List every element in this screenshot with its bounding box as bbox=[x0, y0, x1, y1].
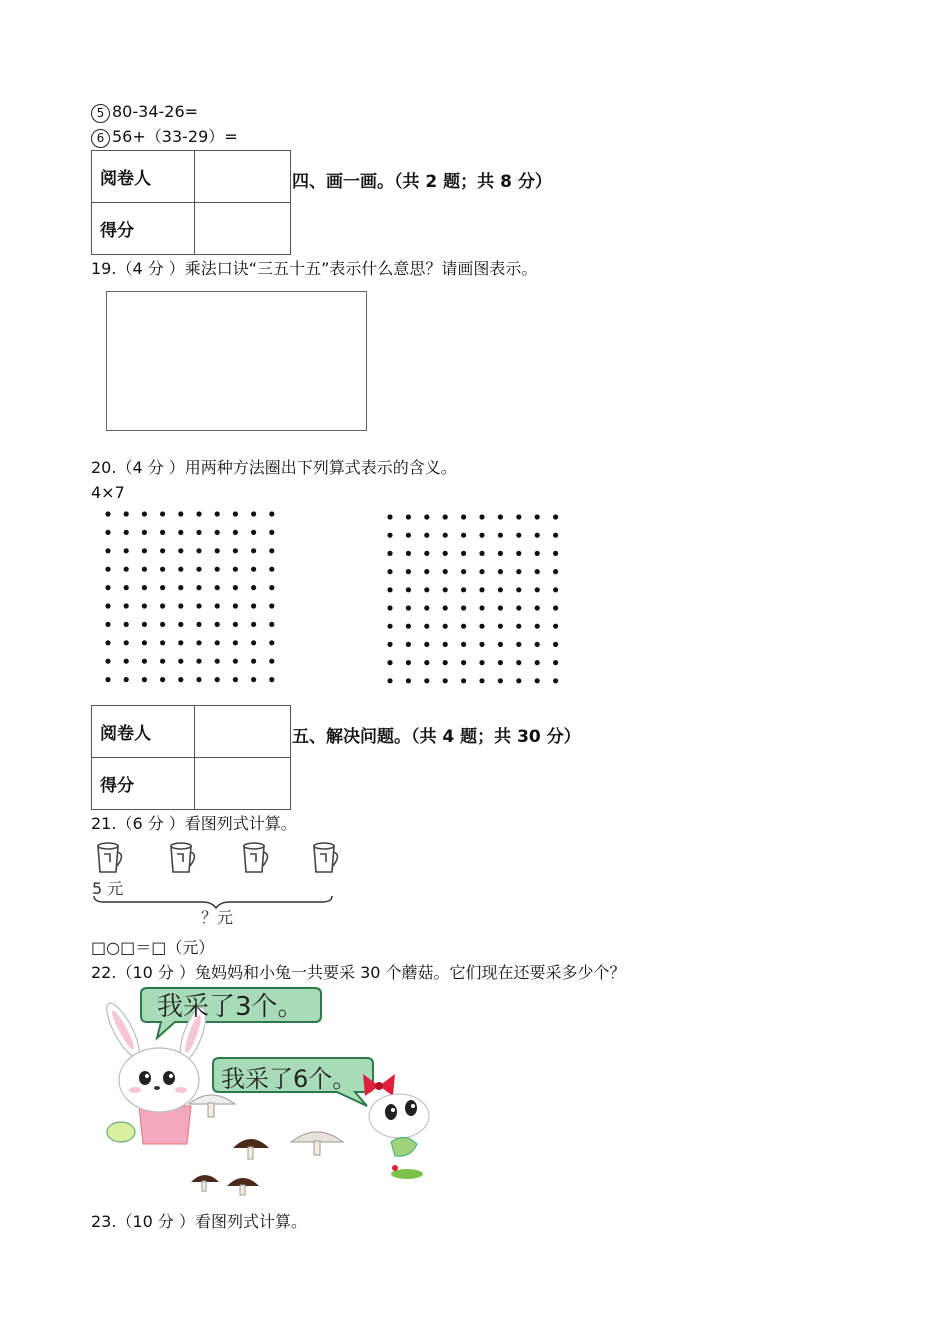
dot bbox=[124, 567, 129, 572]
dot bbox=[269, 548, 274, 553]
dot bbox=[498, 624, 503, 629]
dot bbox=[387, 660, 392, 665]
dot bbox=[269, 530, 274, 535]
dot bbox=[553, 678, 558, 683]
dot bbox=[251, 548, 256, 553]
dot bbox=[387, 514, 392, 519]
dot bbox=[516, 569, 521, 574]
dot bbox=[251, 511, 256, 516]
score-label: 得分 bbox=[92, 758, 195, 810]
total-label: ？元 bbox=[201, 908, 234, 927]
dot bbox=[479, 514, 484, 519]
dot bbox=[233, 585, 238, 590]
dot bbox=[233, 659, 238, 664]
dot bbox=[142, 567, 147, 572]
dot bbox=[535, 551, 540, 556]
dot bbox=[105, 511, 110, 516]
dot bbox=[196, 622, 201, 627]
item-6-expression: 56+（33-29）= bbox=[112, 127, 238, 146]
dot bbox=[535, 642, 540, 647]
dot bbox=[105, 567, 110, 572]
dot bbox=[535, 569, 540, 574]
dot bbox=[124, 622, 129, 627]
dot bbox=[443, 587, 448, 592]
dot bbox=[160, 640, 165, 645]
dot bbox=[553, 569, 558, 574]
dot bbox=[553, 514, 558, 519]
dot bbox=[251, 603, 256, 608]
dot bbox=[479, 678, 484, 683]
dot bbox=[124, 603, 129, 608]
mushroom-icon bbox=[291, 1132, 343, 1155]
dot bbox=[498, 569, 503, 574]
dot bbox=[443, 533, 448, 538]
expression-4x7: 4×7 bbox=[91, 483, 125, 502]
dot bbox=[424, 660, 429, 665]
dot bbox=[105, 603, 110, 608]
dot bbox=[233, 622, 238, 627]
dot bbox=[516, 660, 521, 665]
dot bbox=[461, 551, 466, 556]
question-20: 20.（4 分 ）用两种方法圈出下列算式表示的含义。 bbox=[91, 458, 457, 477]
dot bbox=[461, 678, 466, 683]
cup-icon bbox=[98, 843, 122, 872]
dot bbox=[251, 659, 256, 664]
dot bbox=[424, 533, 429, 538]
dot bbox=[424, 605, 429, 610]
dot bbox=[516, 605, 521, 610]
dot bbox=[196, 677, 201, 682]
reviewer-field[interactable] bbox=[195, 706, 291, 758]
little-rabbit-icon bbox=[363, 1074, 429, 1179]
dot bbox=[461, 660, 466, 665]
dot bbox=[178, 567, 183, 572]
dot bbox=[424, 678, 429, 683]
dot bbox=[479, 624, 484, 629]
dot bbox=[535, 587, 540, 592]
dot bbox=[105, 659, 110, 664]
dot bbox=[178, 640, 183, 645]
dot bbox=[269, 585, 274, 590]
dot bbox=[160, 622, 165, 627]
dot bbox=[387, 642, 392, 647]
dot bbox=[443, 605, 448, 610]
dot bbox=[142, 548, 147, 553]
dot bbox=[461, 624, 466, 629]
dot bbox=[553, 605, 558, 610]
dot bbox=[387, 533, 392, 538]
dot bbox=[142, 677, 147, 682]
cup-icon bbox=[314, 843, 338, 872]
dot bbox=[160, 677, 165, 682]
dot bbox=[535, 678, 540, 683]
dot bbox=[124, 530, 129, 535]
dot bbox=[142, 530, 147, 535]
dot bbox=[160, 548, 165, 553]
circled-number-5: 5 bbox=[91, 104, 110, 123]
dot bbox=[196, 548, 201, 553]
dot bbox=[479, 642, 484, 647]
item-5 bbox=[91, 102, 198, 123]
dot bbox=[105, 530, 110, 535]
dot bbox=[124, 659, 129, 664]
dot bbox=[406, 569, 411, 574]
dot bbox=[461, 533, 466, 538]
dot bbox=[479, 660, 484, 665]
dot bbox=[233, 530, 238, 535]
dot bbox=[498, 605, 503, 610]
dot bbox=[178, 548, 183, 553]
dot bbox=[406, 551, 411, 556]
dot bbox=[553, 660, 558, 665]
dot bbox=[406, 624, 411, 629]
dot bbox=[516, 678, 521, 683]
dot bbox=[479, 533, 484, 538]
dot bbox=[215, 603, 220, 608]
dot bbox=[160, 603, 165, 608]
dot bbox=[443, 551, 448, 556]
dot bbox=[553, 551, 558, 556]
dot bbox=[387, 569, 392, 574]
dot bbox=[196, 659, 201, 664]
section4-heading: 四、画一画。（共 2 题；共 8 分） bbox=[292, 172, 552, 192]
dot bbox=[553, 533, 558, 538]
question-23: 23.（10 分 ）看图列式计算。 bbox=[91, 1212, 307, 1231]
dot bbox=[516, 642, 521, 647]
dot bbox=[461, 587, 466, 592]
score-field[interactable] bbox=[195, 758, 291, 810]
dot bbox=[215, 511, 220, 516]
dot bbox=[142, 659, 147, 664]
dot bbox=[196, 530, 201, 535]
dot bbox=[269, 677, 274, 682]
dot bbox=[516, 533, 521, 538]
dot bbox=[461, 642, 466, 647]
dot bbox=[233, 511, 238, 516]
dot bbox=[461, 569, 466, 574]
dot bbox=[233, 548, 238, 553]
dot bbox=[251, 530, 256, 535]
mushroom-icon bbox=[189, 1095, 235, 1117]
dot bbox=[387, 678, 392, 683]
dot bbox=[535, 605, 540, 610]
dot bbox=[406, 587, 411, 592]
dot bbox=[215, 659, 220, 664]
dot bbox=[461, 514, 466, 519]
dot bbox=[251, 567, 256, 572]
dot bbox=[105, 640, 110, 645]
dot bbox=[196, 603, 201, 608]
dot bbox=[406, 514, 411, 519]
dot bbox=[215, 567, 220, 572]
price-label: 5 元 bbox=[92, 879, 124, 898]
dot bbox=[406, 678, 411, 683]
item-6 bbox=[91, 127, 238, 148]
dot bbox=[269, 567, 274, 572]
bubble1-text: 我采了3个。 bbox=[157, 992, 304, 1022]
dot bbox=[269, 622, 274, 627]
dot bbox=[269, 640, 274, 645]
dot bbox=[160, 511, 165, 516]
dot bbox=[142, 640, 147, 645]
dot-grid-right bbox=[380, 510, 565, 690]
dot bbox=[105, 622, 110, 627]
grader-table-section5 bbox=[91, 705, 291, 810]
mushroom-icon bbox=[227, 1178, 259, 1195]
drawing-box[interactable] bbox=[106, 291, 367, 431]
dot bbox=[142, 511, 147, 516]
bubble2-text: 我采了6个。 bbox=[221, 1065, 357, 1093]
dot bbox=[215, 548, 220, 553]
dot bbox=[535, 624, 540, 629]
dot bbox=[142, 622, 147, 627]
answer-template: □○□＝□（元） bbox=[91, 938, 215, 957]
dot bbox=[553, 587, 558, 592]
section5-heading: 五、解决问题。（共 4 题；共 30 分） bbox=[292, 727, 581, 747]
dot bbox=[498, 678, 503, 683]
dot bbox=[553, 642, 558, 647]
dot bbox=[535, 533, 540, 538]
dot bbox=[443, 569, 448, 574]
dot bbox=[160, 567, 165, 572]
dot bbox=[233, 677, 238, 682]
dot bbox=[124, 585, 129, 590]
dot bbox=[105, 585, 110, 590]
dot bbox=[178, 659, 183, 664]
dot bbox=[196, 585, 201, 590]
dot bbox=[124, 640, 129, 645]
dot bbox=[233, 603, 238, 608]
dot bbox=[406, 533, 411, 538]
dot bbox=[535, 514, 540, 519]
dot bbox=[516, 551, 521, 556]
dot bbox=[124, 677, 129, 682]
dot bbox=[269, 603, 274, 608]
item-5-expression: 80-34-26= bbox=[112, 102, 199, 121]
dot bbox=[251, 677, 256, 682]
dot bbox=[479, 605, 484, 610]
dot bbox=[233, 567, 238, 572]
dot bbox=[105, 548, 110, 553]
question-19: 19.（4 分 ）乘法口诀“三五十五”表示什么意思？请画图表示。 bbox=[91, 259, 538, 278]
dot bbox=[269, 659, 274, 664]
dot bbox=[178, 603, 183, 608]
question-22: 22.（10 分 ）兔妈妈和小兔一共要采 30 个蘑菇。它们现在还要采多少个？ bbox=[91, 963, 626, 982]
dot bbox=[215, 640, 220, 645]
dot bbox=[124, 548, 129, 553]
dot bbox=[498, 587, 503, 592]
dot bbox=[424, 587, 429, 592]
dot bbox=[516, 514, 521, 519]
dot bbox=[479, 551, 484, 556]
dot bbox=[387, 551, 392, 556]
cup-icon bbox=[171, 843, 195, 872]
dot bbox=[443, 624, 448, 629]
dot bbox=[498, 514, 503, 519]
dot bbox=[387, 624, 392, 629]
dot bbox=[196, 567, 201, 572]
dot bbox=[196, 640, 201, 645]
dot bbox=[142, 603, 147, 608]
dot bbox=[178, 530, 183, 535]
dot bbox=[251, 622, 256, 627]
circled-number-6: 6 bbox=[91, 129, 110, 148]
dot bbox=[251, 585, 256, 590]
dot bbox=[461, 605, 466, 610]
dot bbox=[424, 624, 429, 629]
dot bbox=[406, 660, 411, 665]
dot bbox=[215, 677, 220, 682]
dot bbox=[142, 585, 147, 590]
dot bbox=[498, 533, 503, 538]
dot bbox=[160, 530, 165, 535]
dot bbox=[178, 677, 183, 682]
dot bbox=[516, 587, 521, 592]
dot bbox=[178, 511, 183, 516]
dot bbox=[479, 569, 484, 574]
dot bbox=[443, 514, 448, 519]
dot bbox=[498, 660, 503, 665]
dot bbox=[233, 640, 238, 645]
dot bbox=[406, 642, 411, 647]
dot bbox=[424, 551, 429, 556]
dot bbox=[553, 624, 558, 629]
dot bbox=[178, 585, 183, 590]
dot bbox=[215, 585, 220, 590]
dot bbox=[178, 622, 183, 627]
score-label: 得分 bbox=[92, 203, 195, 255]
dot bbox=[479, 587, 484, 592]
question-21: 21.（6 分 ）看图列式计算。 bbox=[91, 814, 297, 833]
reviewer-label: 阅卷人 bbox=[92, 706, 195, 758]
dot bbox=[387, 605, 392, 610]
dot-grid-left bbox=[100, 507, 285, 687]
dot bbox=[215, 530, 220, 535]
grader-table-section4 bbox=[91, 150, 291, 255]
dot bbox=[443, 660, 448, 665]
dot bbox=[406, 605, 411, 610]
dot bbox=[196, 511, 201, 516]
dot bbox=[498, 642, 503, 647]
dot bbox=[215, 622, 220, 627]
cup-icon bbox=[244, 843, 268, 872]
reviewer-label: 阅卷人 bbox=[92, 151, 195, 203]
reviewer-field[interactable] bbox=[195, 151, 291, 203]
dot bbox=[160, 585, 165, 590]
dot bbox=[443, 678, 448, 683]
dot bbox=[251, 640, 256, 645]
dot bbox=[105, 677, 110, 682]
score-field[interactable] bbox=[195, 203, 291, 255]
dot bbox=[424, 642, 429, 647]
dot bbox=[516, 624, 521, 629]
dot bbox=[124, 511, 129, 516]
mushroom-icon bbox=[191, 1175, 219, 1191]
dot bbox=[443, 642, 448, 647]
dot bbox=[424, 514, 429, 519]
dot bbox=[424, 569, 429, 574]
dot bbox=[535, 660, 540, 665]
dot bbox=[269, 511, 274, 516]
mushroom-icon bbox=[233, 1139, 269, 1159]
dot bbox=[498, 551, 503, 556]
dot bbox=[160, 659, 165, 664]
dot bbox=[387, 587, 392, 592]
